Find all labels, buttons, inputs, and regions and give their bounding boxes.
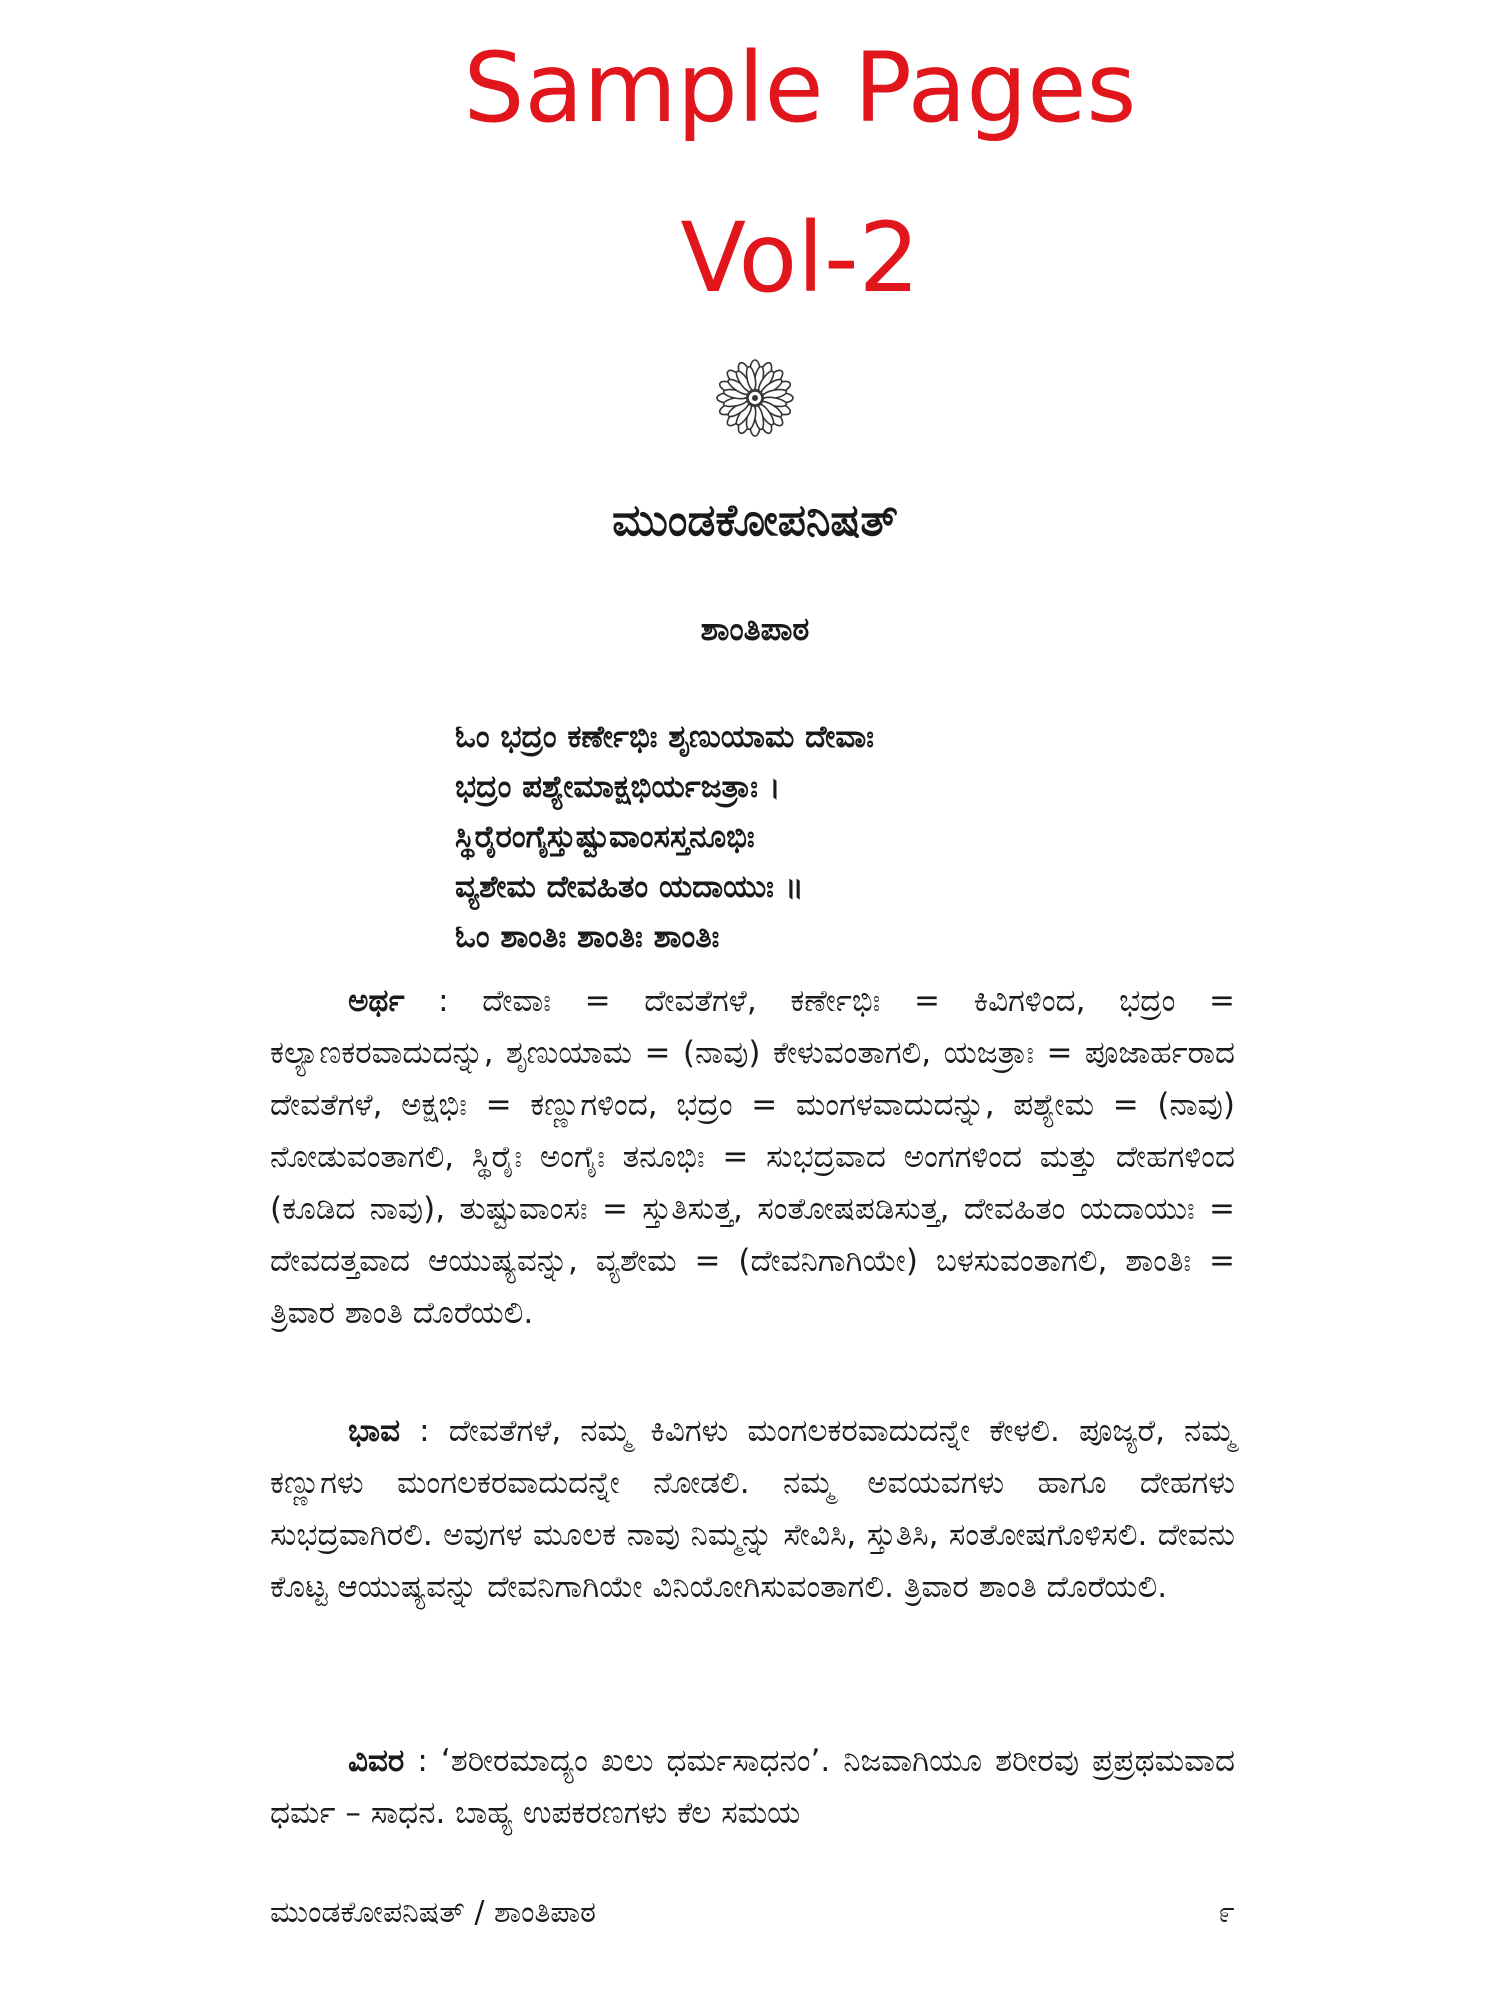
meaning-text: : ದೇವಾಃ = ದೇವತೆಗಳೆ, ಕರ್ಣೇಭಿಃ = ಕಿವಿಗಳಿಂದ, ಭದ್ರಂ = ಕಲ್ಯಾಣಕರವಾದುದನ್ನು, ಶೃಣುಯಾಮ = (ನಾವು) ಕೇಳುವಂತಾಗಲಿ, ಯಜತ್ರಾಃ = ಪೂಜಾರ್ಹರಾದ ದೇವತೆಗಳೆ, ಅಕ್ಷಭಿಃ = ಕಣ್ಣುಗಳಿಂದ, ಭದ್ರಂ = ಮಂಗಳವಾದುದನ್ನು, ಪಶ್ಯೇಮ = (ನಾವು) ನೋಡುವಂತಾಗಲಿ, ಸ್ಥಿರೈಃ ಅಂಗೈಃ ತನೂಭಿಃ = ಸುಭದ್ರವಾದ ಅಂಗಗಳಿಂದ ಮತ್ತು ದೇಹಗಳಿಂದ (ಕೂಡಿದ ನಾವು), ತುಷ್ಟುವಾಂಸಃ = ಸ್ತುತಿಸುತ್ತ, ಸಂತೋಷಪಡಿಸುತ್ತ, ದೇವಹಿತಂ ಯದಾಯುಃ = ದೇವದತ್ತವಾದ ಆಯುಷ್ಯವನ್ನು, ವ್ಯಶೇಮ = (ದೇವನಿಗಾಗಿಯೇ) ಬಳಸುವಂತಾಗಲಿ, ಶಾಂತಿಃ = ತ್ರಿವಾರ ಶಾಂತಿ ದೊರೆಯಲಿ.: [270, 983, 1235, 1331]
verse-line: ಭದ್ರಂ ಪಶ್ಯೇಮಾಕ್ಷಭಿರ್ಯಜತ್ರಾಃ ।: [455, 769, 781, 805]
page-number: ೯: [1218, 1895, 1235, 1930]
essence-label: ಭಾವ: [348, 1413, 401, 1449]
explanation-paragraph: [270, 1735, 1235, 1839]
meaning-label: ಅರ್ಥ: [348, 983, 405, 1019]
verse-line: ಸ್ಥಿರೈರಂಗೈಸ್ತುಷ್ಟುವಾಂಸಸ್ತನೂಭಿಃ: [455, 819, 755, 855]
flower-ornament-icon: [715, 358, 795, 438]
verse-line: ಓಂ ಭದ್ರಂ ಕರ್ಣೇಭಿಃ ಶೃಣುಯಾಮ ದೇವಾಃ: [455, 719, 874, 755]
explanation-label: ವಿವರ: [348, 1743, 405, 1779]
page-title: ಮುಂಡಕೋಪನಿಷತ್: [612, 495, 898, 546]
explanation-text: : ‘ಶರೀರಮಾದ್ಯಂ ಖಲು ಧರ್ಮಸಾಧನಂ’. ನಿಜವಾಗಿಯೂ ಶರೀರವು ಪ್ರಪ್ರಥಮವಾದ ಧರ್ಮ – ಸಾಧನ. ಬಾಹ್ಯ ಉಪಕರಣಗಳು ಕೆಲ ಸಮಯ: [270, 1743, 1235, 1831]
page-footer: [270, 1895, 1235, 1930]
essence-text: : ದೇವತೆಗಳೆ, ನಮ್ಮ ಕಿವಿಗಳು ಮಂಗಲಕರವಾದುದನ್ನೇ ಕೇಳಲಿ. ಪೂಜ್ಯರೆ, ನಮ್ಮ ಕಣ್ಣುಗಳು ಮಂಗಲಕರವಾದುದನ್ನೇ ನೋಡಲಿ. ನಮ್ಮ ಅವಯವಗಳು ಹಾಗೂ ದೇಹಗಳು ಸುಭದ್ರವಾಗಿರಲಿ. ಅವುಗಳ ಮೂಲಕ ನಾವು ನಿಮ್ಮನ್ನು ಸೇವಿಸಿ, ಸ್ತುತಿಸಿ, ಸಂತೋಷಗೊಳಿಸಲಿ. ದೇವನು ಕೊಟ್ಟ ಆಯುಷ್ಯವನ್ನು ದೇವನಿಗಾಗಿಯೇ ವಿನಿಯೋಗಿಸುವಂತಾಗಲಿ. ತ್ರಿವಾರ ಶಾಂತಿ ದೊರೆಯಲಿ.: [270, 1413, 1235, 1605]
essence-paragraph: [270, 1405, 1235, 1613]
volume-banner: Vol-2: [680, 202, 920, 314]
sample-pages-banner: Sample Pages: [463, 32, 1137, 144]
section-subtitle: ಶಾಂತಿಪಾಠ: [700, 610, 810, 648]
running-title: ಮುಂಡಕೋಪನಿಷತ್ / ಶಾಂತಿಪಾಠ: [270, 1895, 596, 1930]
meaning-paragraph: [270, 975, 1235, 1339]
verse-line: ಓಂ ಶಾಂತಿಃ ಶಾಂತಿಃ ಶಾಂತಿಃ: [455, 919, 720, 955]
shloka-verse: [455, 712, 1155, 962]
verse-line: ವ್ಯಶೇಮ ದೇವಹಿತಂ ಯದಾಯುಃ ॥: [455, 869, 804, 905]
